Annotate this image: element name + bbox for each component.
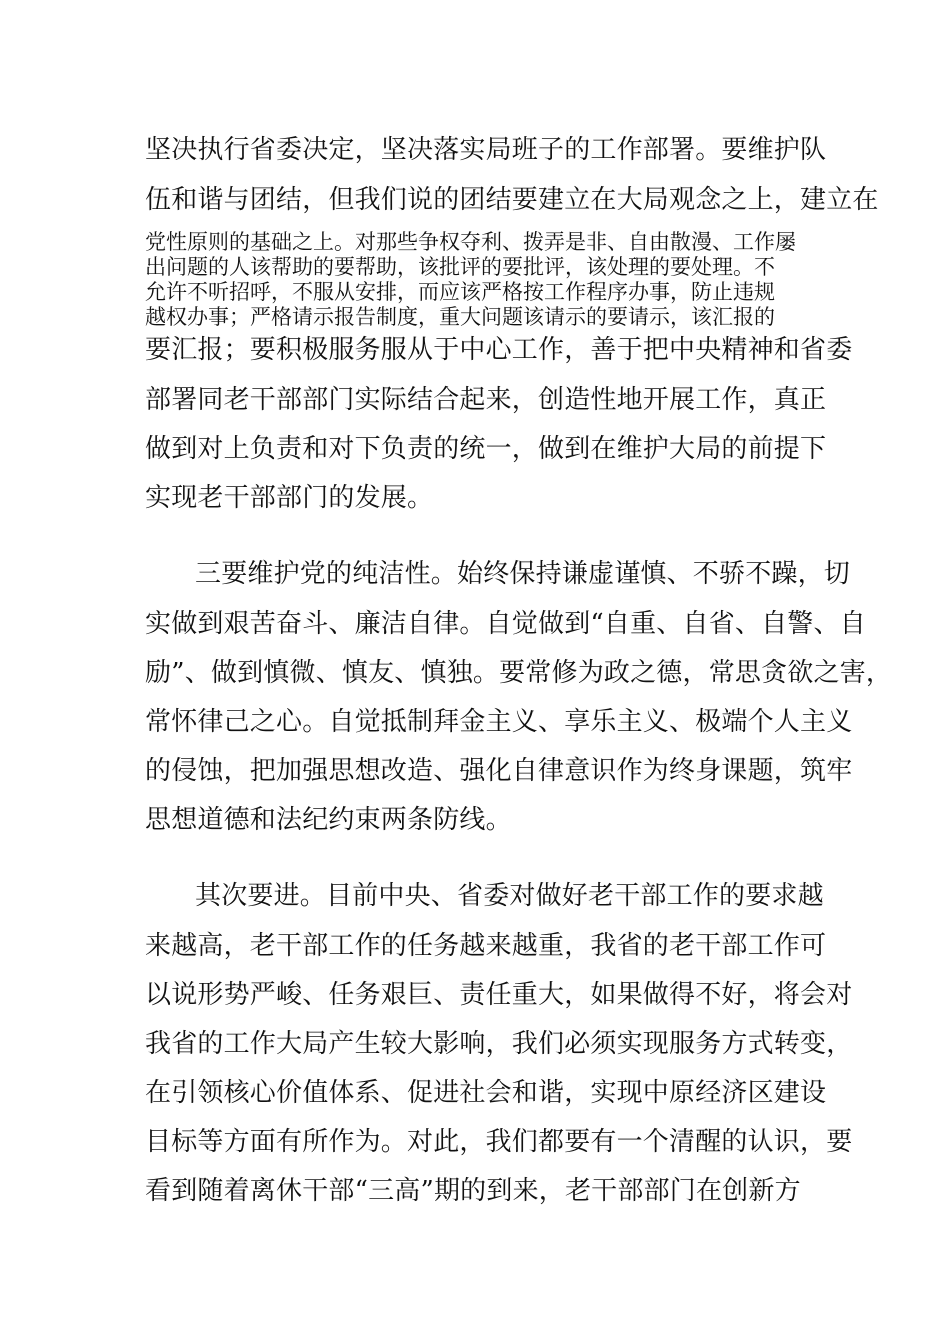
text-line: 以说形势严峻、任务艰巨、责任重大，如果做得不好，将会对 (145, 980, 853, 1010)
text-line: 要汇报；要积极服务服从于中心工作，善于把中央精神和省委 (145, 335, 853, 365)
text-line: 实现老干部部门的发展。 (145, 483, 434, 513)
text-line: 我省的工作大局产生较大影响，我们必须实现服务方式转变， (145, 1029, 853, 1059)
text-line: 越权办事；严格请示报告制度，重大问题该请示的要请示，该汇报的 (145, 305, 775, 329)
text-line: 常怀律己之心。自觉抵制拜金主义、享乐主义、极端个人主义 (145, 707, 853, 737)
text-line: 允许不听招呼，不服从安排，而应该严格按工作程序办事，防止违规 (145, 280, 775, 304)
text-line: 思想道德和法纪约束两条防线。 (145, 805, 512, 835)
text-line: 励”、做到慎微、慎友、慎独。要常修为政之德，常思贪欲之害， (145, 658, 893, 688)
text-line: 出问题的人该帮助的要帮助，该批评的要批评，该处理的要处理。不 (145, 255, 775, 279)
text-line: 看到随着离休干部“三高”期的到来，老干部部门在创新方 (145, 1176, 801, 1206)
text-line: 其次要进。目前中央、省委对做好老干部工作的要求越 (195, 881, 824, 911)
text-line: 来越高，老干部工作的任务越来越重，我省的老干部工作可 (145, 931, 827, 961)
text-line: 伍和谐与团结，但我们说的团结要建立在大局观念之上，建立在 (145, 185, 879, 215)
text-line: 目标等方面有所作为。对此，我们都要有一个清醒的认识，要 (145, 1127, 853, 1157)
text-line: 实做到艰苦奋斗、廉洁自律。自觉做到“自重、自省、自警、自 (145, 609, 866, 639)
text-line: 三要维护党的纯洁性。始终保持谦虚谨慎、不骄不躁，切 (195, 559, 851, 589)
text-line: 坚决执行省委决定，坚决落实局班子的工作部署。要维护队 (145, 135, 827, 165)
text-line: 做到对上负责和对下负责的统一，做到在维护大局的前提下 (145, 434, 827, 464)
text-line: 部署同老干部部门实际结合起来，创造性地开展工作，真正 (145, 385, 827, 415)
text-line: 的侵蚀，把加强思想改造、强化自律意识作为终身课题，筑牢 (145, 756, 853, 786)
text-line: 党性原则的基础之上。对那些争权夺利、拨弄是非、自由散漫、工作屡 (145, 230, 796, 254)
text-line: 在引领核心价值体系、促进社会和谐，实现中原经济区建设 (145, 1078, 827, 1108)
